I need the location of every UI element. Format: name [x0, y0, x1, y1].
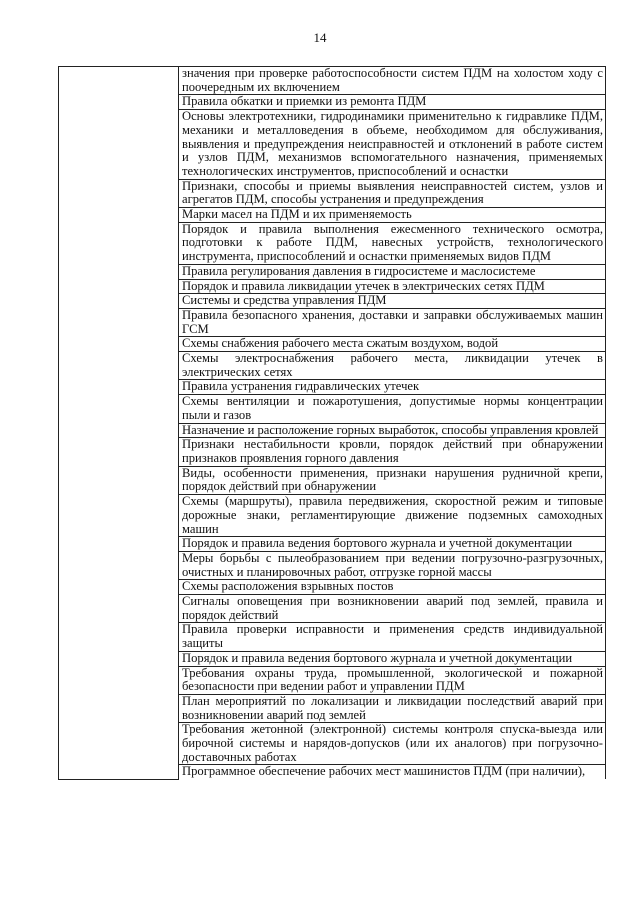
table-cell: Системы и средства управления ПДМ — [179, 294, 606, 309]
table-cell: значения при проверке работоспособности систем ПДМ на холостом ходу с поочередным их включением — [179, 67, 606, 95]
table-cell: Правила регулирования давления в гидросистеме и маслосистеме — [179, 264, 606, 279]
page-number: 14 — [313, 30, 327, 45]
table-cell: Схемы снабжения рабочего места сжатым воздухом, водой — [179, 337, 606, 352]
table-cell: Требования охраны труда, промышленной, экологической и пожарной безопасности при ведении работ и управлении ПДМ — [179, 666, 606, 694]
table-cell: Марки масел на ПДМ и их применяемость — [179, 208, 606, 223]
left-column-cell — [59, 67, 179, 780]
requirements-table — [58, 66, 606, 780]
table-cell: Правила безопасного хранения, доставки и заправки обслуживаемых машин ГСМ — [179, 308, 606, 336]
table-cell: Виды, особенности применения, признаки нарушения рудничной крепи, порядок действий при обнаружении — [179, 466, 606, 494]
table-cell: План мероприятий по локализации и ликвидации последствий аварий при возникновении аварий под землей — [179, 694, 606, 722]
table-cell: Правила проверки исправности и применения средств индивидуальной защиты — [179, 623, 606, 651]
table-cell: Схемы расположения взрывных постов — [179, 580, 606, 595]
table-cell: Признаки, способы и приемы выявления неисправностей систем, узлов и агрегатов ПДМ, способы устранения и предупреждения — [179, 179, 606, 207]
table-cell: Схемы вентиляции и пожаротушения, допустимые нормы концентрации пыли и газов — [179, 395, 606, 423]
table-cell: Назначение и расположение горных выработок, способы управления кровлей — [179, 423, 606, 438]
table-cell: Программное обеспечение рабочих мест машинистов ПДМ (при наличии), — [179, 765, 606, 779]
table-cell: Схемы электроснабжения рабочего места, ликвидации утечек в электрических сетях — [179, 352, 606, 380]
table-row — [59, 67, 606, 95]
table-cell: Основы электротехники, гидродинамики применительно к гидравлике ПДМ, механики и металловедения в объеме, необходимом для обслуживания, выявления и предупреждения неисправностей и отклонений в работе систем и узлов ПДМ, механизмов вспомогательного назначения, применяемых технологических инструментов, приспособлений и оснастки — [179, 110, 606, 180]
table-cell: Схемы (маршруты), правила передвижения, скоростной режим и типовые дорожные знаки, регламентирующие движение подземных самоходных машин — [179, 495, 606, 537]
table-cell: Правила устранения гидравлических утечек — [179, 380, 606, 395]
table-cell: Порядок и правила ведения бортового журнала и учетной документации — [179, 651, 606, 666]
table-cell: Порядок и правила выполнения ежесменного технического осмотра, подготовки к работе ПДМ, навесных устройств, технологического инструмента, приспособлений и оснастки применяемых видов ПДМ — [179, 222, 606, 264]
table-cell: Требования жетонной (электронной) системы контроля спуска-выезда или бирочной системы и нарядов-допусков (или их аналогов) при погрузочно-доставочных работах — [179, 723, 606, 765]
table-cell: Правила обкатки и приемки из ремонта ПДМ — [179, 95, 606, 110]
table-cell: Порядок и правила ликвидации утечек в электрических сетях ПДМ — [179, 279, 606, 294]
table-cell: Порядок и правила ведения бортового журнала и учетной документации — [179, 537, 606, 552]
table-cell: Сигналы оповещения при возникновении аварий под землей, правила и порядок действий — [179, 595, 606, 623]
table-cell: Меры борьбы с пылеобразованием при ведении погрузочно-разгрузочных, очистных и планировочных работ, отгрузке горной массы — [179, 551, 606, 579]
table-cell: Признаки нестабильности кровли, порядок действий при обнаружении признаков проявления горного давления — [179, 438, 606, 466]
